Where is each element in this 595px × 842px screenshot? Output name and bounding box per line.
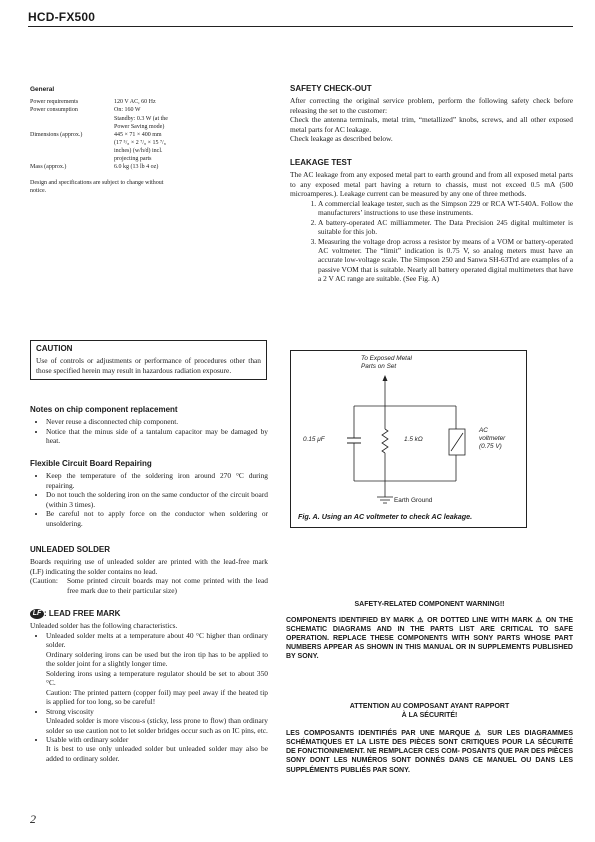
list-item: 3. Measuring the voltage drop across a resistor by means of a VOM or battery-operated AC voltmeter. The “limit” indication is 0.75 V, so analog meters must have an accurate low-voltage scale. The Simpson 250 and Sanwa SH-63Trd are examples of a passive VOM that is suitable. Nearly all battery operated digital multimeters that have a 2 V AC range are suitable. (See Fig. A) bbox=[318, 237, 573, 284]
spec-value: Standby: 0.3 W (at the bbox=[114, 115, 168, 122]
spec-label: Power requirements bbox=[30, 99, 79, 106]
safety-text-2: Check the antenna terminals, metal trim, “metallized” knobs, screws, and all other exposed metal parts for AC leakage. bbox=[290, 115, 573, 134]
leadfree-item3-p2: It is best to use only unleaded solder but unleaded solder may also be added to ordinary solder. bbox=[46, 744, 268, 763]
flex-list bbox=[30, 471, 268, 528]
spec-label bbox=[30, 147, 114, 155]
unleaded-text: Boards requiring use of unleaded solder are printed with the lead-free mark (LF) indicating the solder contains no lead. bbox=[30, 557, 268, 576]
warning-fr-title-2: À LA SÉCURITÉ! bbox=[401, 712, 458, 720]
spec-row bbox=[30, 131, 168, 139]
warning-fr-title-1: ATTENTION AU COMPOSANT AYANT RAPPORT bbox=[349, 703, 510, 710]
list-item bbox=[46, 735, 268, 763]
lead-free-logo-icon: LF bbox=[30, 609, 44, 619]
fig-meter-3: (0.75 V) bbox=[479, 443, 502, 450]
spec-label bbox=[30, 155, 114, 163]
leakage-section bbox=[290, 158, 573, 284]
spec-row bbox=[30, 163, 168, 171]
fig-res-label: 1.5 kΩ bbox=[404, 436, 423, 443]
list-item: • Never reuse a disconnected chip component. bbox=[46, 417, 268, 426]
spec-value: Power Saving mode) bbox=[114, 123, 165, 130]
caution-title: CAUTION bbox=[36, 344, 73, 353]
caution-text: Use of controls or adjustments or performance of procedures other than those specified herein may result in hazardous radiation exposure. bbox=[36, 356, 261, 375]
chip-title: Notes on chip component replacement bbox=[30, 405, 178, 414]
flex-section bbox=[30, 459, 268, 528]
safety-text: After correcting the original service problem, perform the following safety check before releasing the set to the customer: bbox=[290, 96, 573, 115]
spec-label bbox=[30, 139, 114, 147]
leadfree-item1-p2: Ordinary soldering irons can be used but the iron tip has to be applied to the solder joint for a slightly longer time. bbox=[46, 649, 268, 669]
spec-value: (17 ⁵/₈ × 2 ⁷/₈ × 15 ⁷/₈ bbox=[114, 139, 166, 146]
spec-row bbox=[30, 139, 168, 147]
spec-value: projecting parts bbox=[114, 155, 152, 162]
warning-fr-text: LES COMPOSANTS IDENTIFIÉS PAR UNE MARQUE ⚠ SUR LES DIAGRAMMES SCHÉMATIQUES ET LA LISTE DES PIÈCES SONT CRITIQUES POUR LA SÉCURITÉ DE FONCTIONNEMENT. NE REMPLACER CES COM- POSANTS QUE PAR DES PIÈCES SONY DONT LES NUMÉROS SONT DONNÉS DANS CE MANUEL OU DANS LES SUPPLÉMENTS PUBLIÉS PAR SONY. bbox=[286, 730, 573, 774]
list-item: • Keep the temperature of the soldering iron around 270 °C during repairing. bbox=[46, 471, 268, 490]
unleaded-title: UNLEADED SOLDER bbox=[30, 545, 111, 554]
spec-row bbox=[30, 115, 168, 123]
leakage-list bbox=[290, 199, 573, 284]
list-item bbox=[46, 707, 268, 735]
list-item: 2. A battery-operated AC milliammeter. The Data Precision 245 digital multimeter is suitable for this job. bbox=[318, 218, 573, 237]
fig-ground-label: Earth Ground bbox=[394, 497, 433, 504]
list-item: • Be careful not to apply force on the conductor when soldering or unsoldering. bbox=[46, 509, 268, 528]
leadfree-item3: • Usable with ordinary solder bbox=[46, 734, 129, 744]
spec-label: Power consumption bbox=[30, 107, 78, 114]
leadfree-item2-p2: Unleaded solder is more viscou-s (sticky, less prone to flow) than ordinary solder so use caution not to let solder bridges occur such as on IC pins, etc. bbox=[46, 716, 268, 735]
general-title: General bbox=[30, 86, 55, 93]
spec-row bbox=[30, 147, 168, 155]
leadfree-item1-p3: Soldering irons using a temperature regulator should be set to about 350 °C. bbox=[46, 668, 268, 688]
fig-top-label-2: Parts on Set bbox=[361, 363, 397, 370]
chip-section bbox=[30, 405, 268, 446]
leakage-text: The AC leakage from any exposed metal part to earth ground and from all exposed metal parts to any exposed metal part having a return to chassis, must not exceed 0.5 mA (500 microamperes.). Leakage current can be measured by any one of three methods. bbox=[290, 170, 573, 199]
spec-note: Design and specifications are subject to change without notice. bbox=[30, 180, 164, 195]
list-item: • Do not touch the soldering iron on the same conductor of the circuit board (within 3 times). bbox=[46, 490, 268, 509]
unleaded-caution-label: (Caution: bbox=[30, 576, 58, 586]
warning-en-text: COMPONENTS IDENTIFIED BY MARK ⚠ OR DOTTED LINE WITH MARK ⚠ ON THE SCHEMATIC DIAGRAMS AND IN THE PARTS LIST ARE CRITICAL TO SAFE OPERATION. REPLACE THESE COMPONENTS WITH SONY PARTS WHOSE PART NUMBERS APPEAR AS SHOWN IN THIS MANUAL OR IN SUPPLEMENTS PUBLISHED BY SONY. bbox=[286, 617, 573, 661]
leadfree-title: : LEAD FREE MARK bbox=[44, 609, 121, 619]
general-section bbox=[30, 86, 268, 195]
safety-section bbox=[290, 84, 573, 144]
unleaded-caution-text: Some printed circuit boards may not come printed with the lead free mark due to their particular size) bbox=[67, 576, 268, 595]
chip-list bbox=[30, 417, 268, 445]
header-rule bbox=[28, 26, 573, 27]
unleaded-caution bbox=[30, 576, 268, 595]
spec-value: On: 160 W bbox=[114, 107, 141, 114]
fig-caption: Fig. A. Using an AC voltmeter to check AC leakage. bbox=[298, 512, 473, 521]
caution-box bbox=[30, 340, 267, 380]
fig-top-label-1: To Exposed Metal bbox=[361, 355, 412, 362]
leadfree-item1: • Unleaded solder melts at a temperature about 40 °C higher than ordinary solder. bbox=[46, 630, 268, 650]
leakage-title: LEAKAGE TEST bbox=[290, 158, 352, 167]
spec-row bbox=[30, 106, 168, 114]
figure-a bbox=[290, 350, 527, 528]
unleaded-section bbox=[30, 545, 268, 595]
safety-text-3: Check leakage as described below. bbox=[290, 134, 393, 144]
warning-en-title: SAFETY-RELATED COMPONENT WARNING!! bbox=[354, 601, 505, 608]
leadfree-heading bbox=[30, 609, 268, 619]
leadfree-intro: Unleaded solder has the following characteristics. bbox=[30, 621, 178, 631]
fig-meter-1: AC bbox=[479, 427, 488, 434]
fig-cap-label: 0.15 μF bbox=[303, 436, 325, 443]
spec-value: 445 × 71 × 400 mm bbox=[114, 131, 162, 138]
leadfree-item2: • Strong viscosity bbox=[46, 706, 94, 716]
spec-row bbox=[30, 98, 168, 106]
page-number: 2 bbox=[30, 812, 36, 826]
safety-title: SAFETY CHECK-OUT bbox=[290, 84, 372, 93]
spec-value: 120 V AC, 60 Hz bbox=[114, 99, 156, 106]
spec-row bbox=[30, 155, 168, 163]
warning-en bbox=[286, 600, 573, 662]
spec-label bbox=[30, 123, 114, 131]
fig-meter-2: voltmeter bbox=[479, 435, 506, 442]
spec-value: 6.0 kg (13 lb 4 oz) bbox=[114, 164, 159, 171]
spec-label: Dimensions (approx.) bbox=[30, 131, 83, 138]
spec-label: Mass (approx.) bbox=[30, 164, 67, 171]
leadfree-list bbox=[30, 631, 268, 764]
flex-title: Flexible Circuit Board Repairing bbox=[30, 459, 152, 468]
warning-fr bbox=[286, 702, 573, 775]
leadfree-section bbox=[30, 609, 268, 763]
list-item: • Notice that the minus side of a tantalum capacitor may be damaged by heat. bbox=[46, 427, 268, 446]
list-item: 1. A commercial leakage tester, such as the Simpson 229 or RCA WT-540A. Follow the manufacturers’ instructions to use these instruments. bbox=[318, 199, 573, 218]
spec-row bbox=[30, 123, 168, 131]
spec-value: inches) (w/h/d) incl. bbox=[114, 147, 163, 154]
model-title: HCD-FX500 bbox=[28, 10, 96, 24]
list-item bbox=[46, 631, 268, 707]
spec-label bbox=[30, 115, 114, 123]
leadfree-item1-caution: Caution: The printed pattern (copper foil) may peel away if the heated tip is applied for too long, so be careful! bbox=[46, 687, 268, 707]
spec-table bbox=[30, 98, 168, 171]
